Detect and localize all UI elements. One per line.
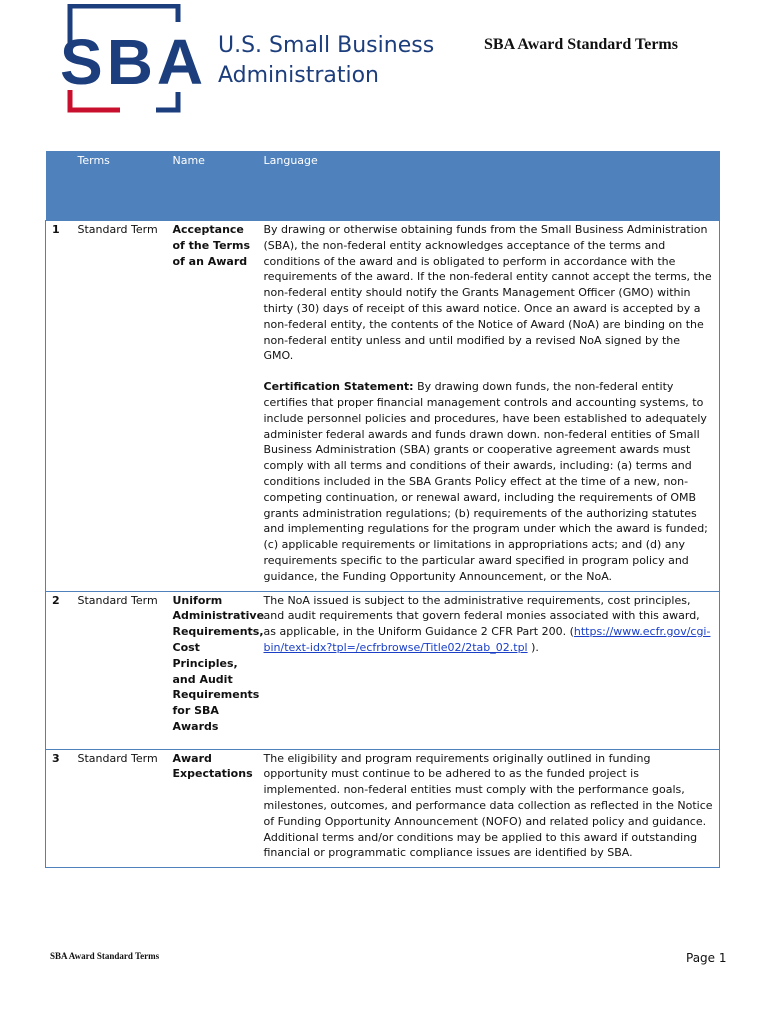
col-header-language: Language xyxy=(258,151,720,221)
row-language xyxy=(258,221,720,592)
logo-mark: SBA xyxy=(60,26,208,98)
row-index: 2 xyxy=(46,591,72,749)
col-header-name: Name xyxy=(167,151,258,221)
logo-org-line2: Administration xyxy=(218,63,379,88)
row-name: Uniform Administrative Requirements, Cost Principles, and Audit Requirements for SBA Awards xyxy=(172,593,265,733)
page-number: Page 1 xyxy=(686,951,727,965)
row-language: The eligibility and program requirements originally outlined in funding opportunity must continue to be adhered to as the funded project is implemented. non-federal entities must comply with the performance goals, milestones, outcomes, and performance data collection as reflected in the Notice of Funding Opportunity Announcement (NOFO) and related policy and guidance. Additional terms and/or conditions may be applied to this award if outstanding financial or programmatic compliance issues are identified by SBA. xyxy=(258,749,720,868)
table-row xyxy=(46,221,720,592)
terms-table xyxy=(45,151,720,868)
row-term: Standard Term xyxy=(77,593,158,607)
ecfr-link[interactable]: https://www.ecfr.gov/cgi-bin/text-idx?tpl=/ecfrbrowse/Title02/2tab_02.tpl xyxy=(263,625,711,654)
document-title: SBA Award Standard Terms xyxy=(484,36,678,53)
row-term: Standard Term xyxy=(77,751,158,765)
row-language xyxy=(258,591,720,749)
footer-title: SBA Award Standard Terms xyxy=(50,951,160,961)
language-paragraph: By drawing or otherwise obtaining funds from the Small Business Administration (SBA), the non-federal entity acknowledges acceptance of the terms and conditions of the award and is obligated to perform in accordance with the requirements of the award. If the non-federal entity cannot accept the terms, the non-federal entity should notify the Grants Management Officer (GMO) within thirty (30) days of receipt of this award notice. Once an award is accepted by a non-federal entity, the contents of the Notice of Award (NoA) are binding on the non-federal entity unless and until modified by a revised NoA signed by the GMO. xyxy=(263,223,712,363)
row-term: Standard Term xyxy=(77,223,158,236)
certification-label: Certification Statement: xyxy=(263,380,414,394)
certification-text: By drawing down funds, the non-federal entity certifies that proper financial management controls and accounting systems, to include personnel policies and procedures, have been established to adequately administer federal awards and funds drawn down. non-federal entities of Small Business Administration (SBA) grants or cooperative agreement awards must comply with all terms and conditions of their awards, including: (a) terms and conditions included in the SBA Grants Policy effect at the time of a new, non-competing continuation, or renewal award, including the requirements of OMB grants administration regulations; (b) requirements of the authorizing statutes and implementing regulations for the program under which the award is funded; (c) applicable requirements or limitations in appropriations acts; and (d) any requirements specific to the particular award specified in program policy and guidance, the Funding Opportunity Announcement, or the NoA. xyxy=(263,380,708,583)
table-row xyxy=(46,591,720,749)
logo-org-line1: U.S. Small Business xyxy=(218,33,435,58)
row-name: Acceptance of the Terms of an Award xyxy=(172,223,250,268)
row-index: 3 xyxy=(46,749,72,868)
language-text: The NoA issued is subject to the administrative requirements, cost principles, and audit requirements that govern federal monies associated with this award, as applicable, in the Uniform Guidance 2 CFR Part 200. ( xyxy=(263,593,700,639)
col-header-index xyxy=(46,151,72,221)
table-header-row xyxy=(46,151,720,221)
col-header-terms: Terms xyxy=(72,151,167,221)
table-row xyxy=(46,749,720,868)
row-index: 1 xyxy=(46,221,72,592)
language-text-end: ). xyxy=(527,640,539,654)
sba-logo xyxy=(60,4,460,114)
row-name: Award Expectations xyxy=(172,751,253,781)
certification-paragraph xyxy=(264,379,714,584)
